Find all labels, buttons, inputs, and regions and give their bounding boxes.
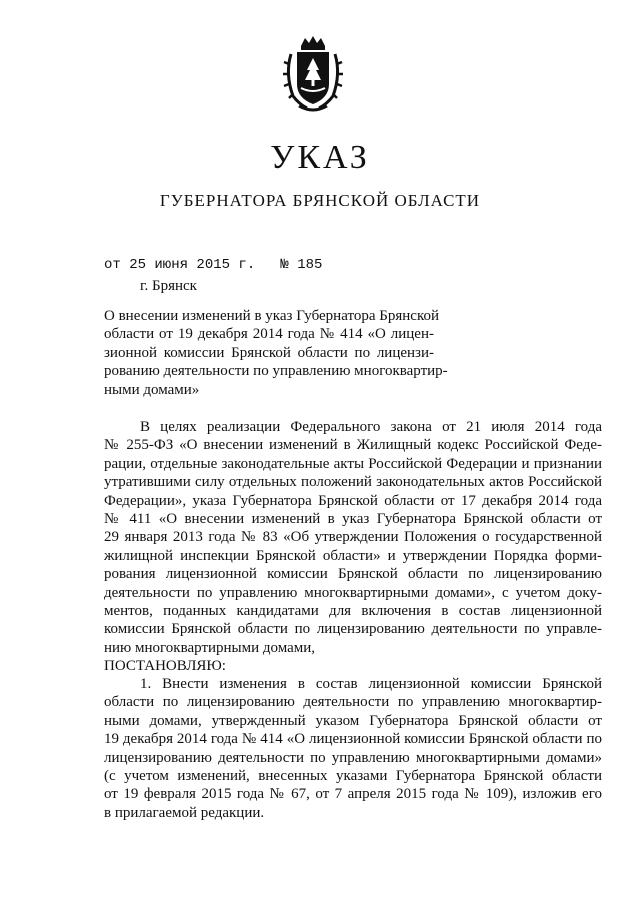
preamble-paragraph [104,418,602,676]
subject-line: рованию деятельности по управлению многоквартир- [104,363,448,380]
subject-line: О внесении изменений в указ Губернатора Брянской [104,308,439,324]
item-1-line: 19 декабря 2014 года № 414 «О лицензионной комиссии Брянской области по [104,731,602,748]
coat-of-arms-emblem [277,34,349,114]
preamble-line: комиссии Брянской области по лицензированию деятельности по управле- [104,621,602,638]
preamble-line: деятельности по управлению многоквартирными домами», с учетом доку- [104,584,602,601]
item-1-line: 1. Внести изменения в состав лицензионной комиссии Брянской [140,676,602,692]
item-1-line: (с учетом изменений, внесенных указами Губернатора Брянской области [104,768,602,785]
bryansk-coat-of-arms-icon [277,34,349,114]
item-1-line: в прилагаемой редакции. [104,804,265,821]
subject-line: области от 19 декабря 2014 года № 414 «О лицен- [104,326,434,343]
preamble-line: рования лицензионной комиссии Брянской области по лицензированию [104,566,602,583]
preamble-line: нию многоквартирными домами, [104,639,316,656]
preamble-line: Федерации», указа Губернатора Брянской области от 17 декабря 2014 года [104,492,602,509]
preamble-line: № 411 «О внесении изменений в указ Губернатора Брянской области от [104,511,602,528]
subject-line: ными домами» [104,381,200,398]
preamble-line: 29 января 2013 года № 83 «Об утверждении Положения о государственной [104,529,602,546]
document-subtitle: ГУБЕРНАТОРА БРЯНСКОЙ ОБЛАСТИ [159,191,481,210]
preamble-line: ментов, поданных кандидатами для включения в состав лицензионной [104,603,602,620]
item-1-line: области по лицензированию деятельности по управлению многоквартир- [104,694,602,711]
preamble-line: утратившими силу отдельных положений законодательных актов Российской [104,474,602,491]
decree-place: г. Брянск [140,278,197,294]
preamble-line: жилищной инспекции Брянской области» и утверждении Порядка форми- [104,547,602,564]
document-title: УКАЗ [270,139,370,176]
item-1-line: лицензированию деятельности по управлению многоквартирными домами» [104,749,602,766]
decree-date-number: от 25 июня 2015 г. № 185 [104,257,323,273]
resolution-word: ПОСТАНОВЛЯЮ: [104,658,226,675]
item-1-line: ными домами, утвержденный указом Губернатора Брянской области от [104,712,602,729]
item-1-paragraph [104,675,602,822]
preamble-line: № 255-ФЗ «О внесении изменений в Жилищный кодекс Российской Феде- [104,437,602,454]
preamble-line: рации, отдельные законодательные акты Российской Федерации и признании [104,455,602,472]
item-1-line: от 19 февраля 2015 года № 67, от 7 апреля 2015 года № 109), изложив его [104,786,602,803]
decree-subject [104,307,448,399]
preamble-line: В целях реализации Федерального закона от 21 июля 2014 года [140,419,602,435]
subject-line: зионной комиссии Брянской области по лицензи- [104,344,434,361]
